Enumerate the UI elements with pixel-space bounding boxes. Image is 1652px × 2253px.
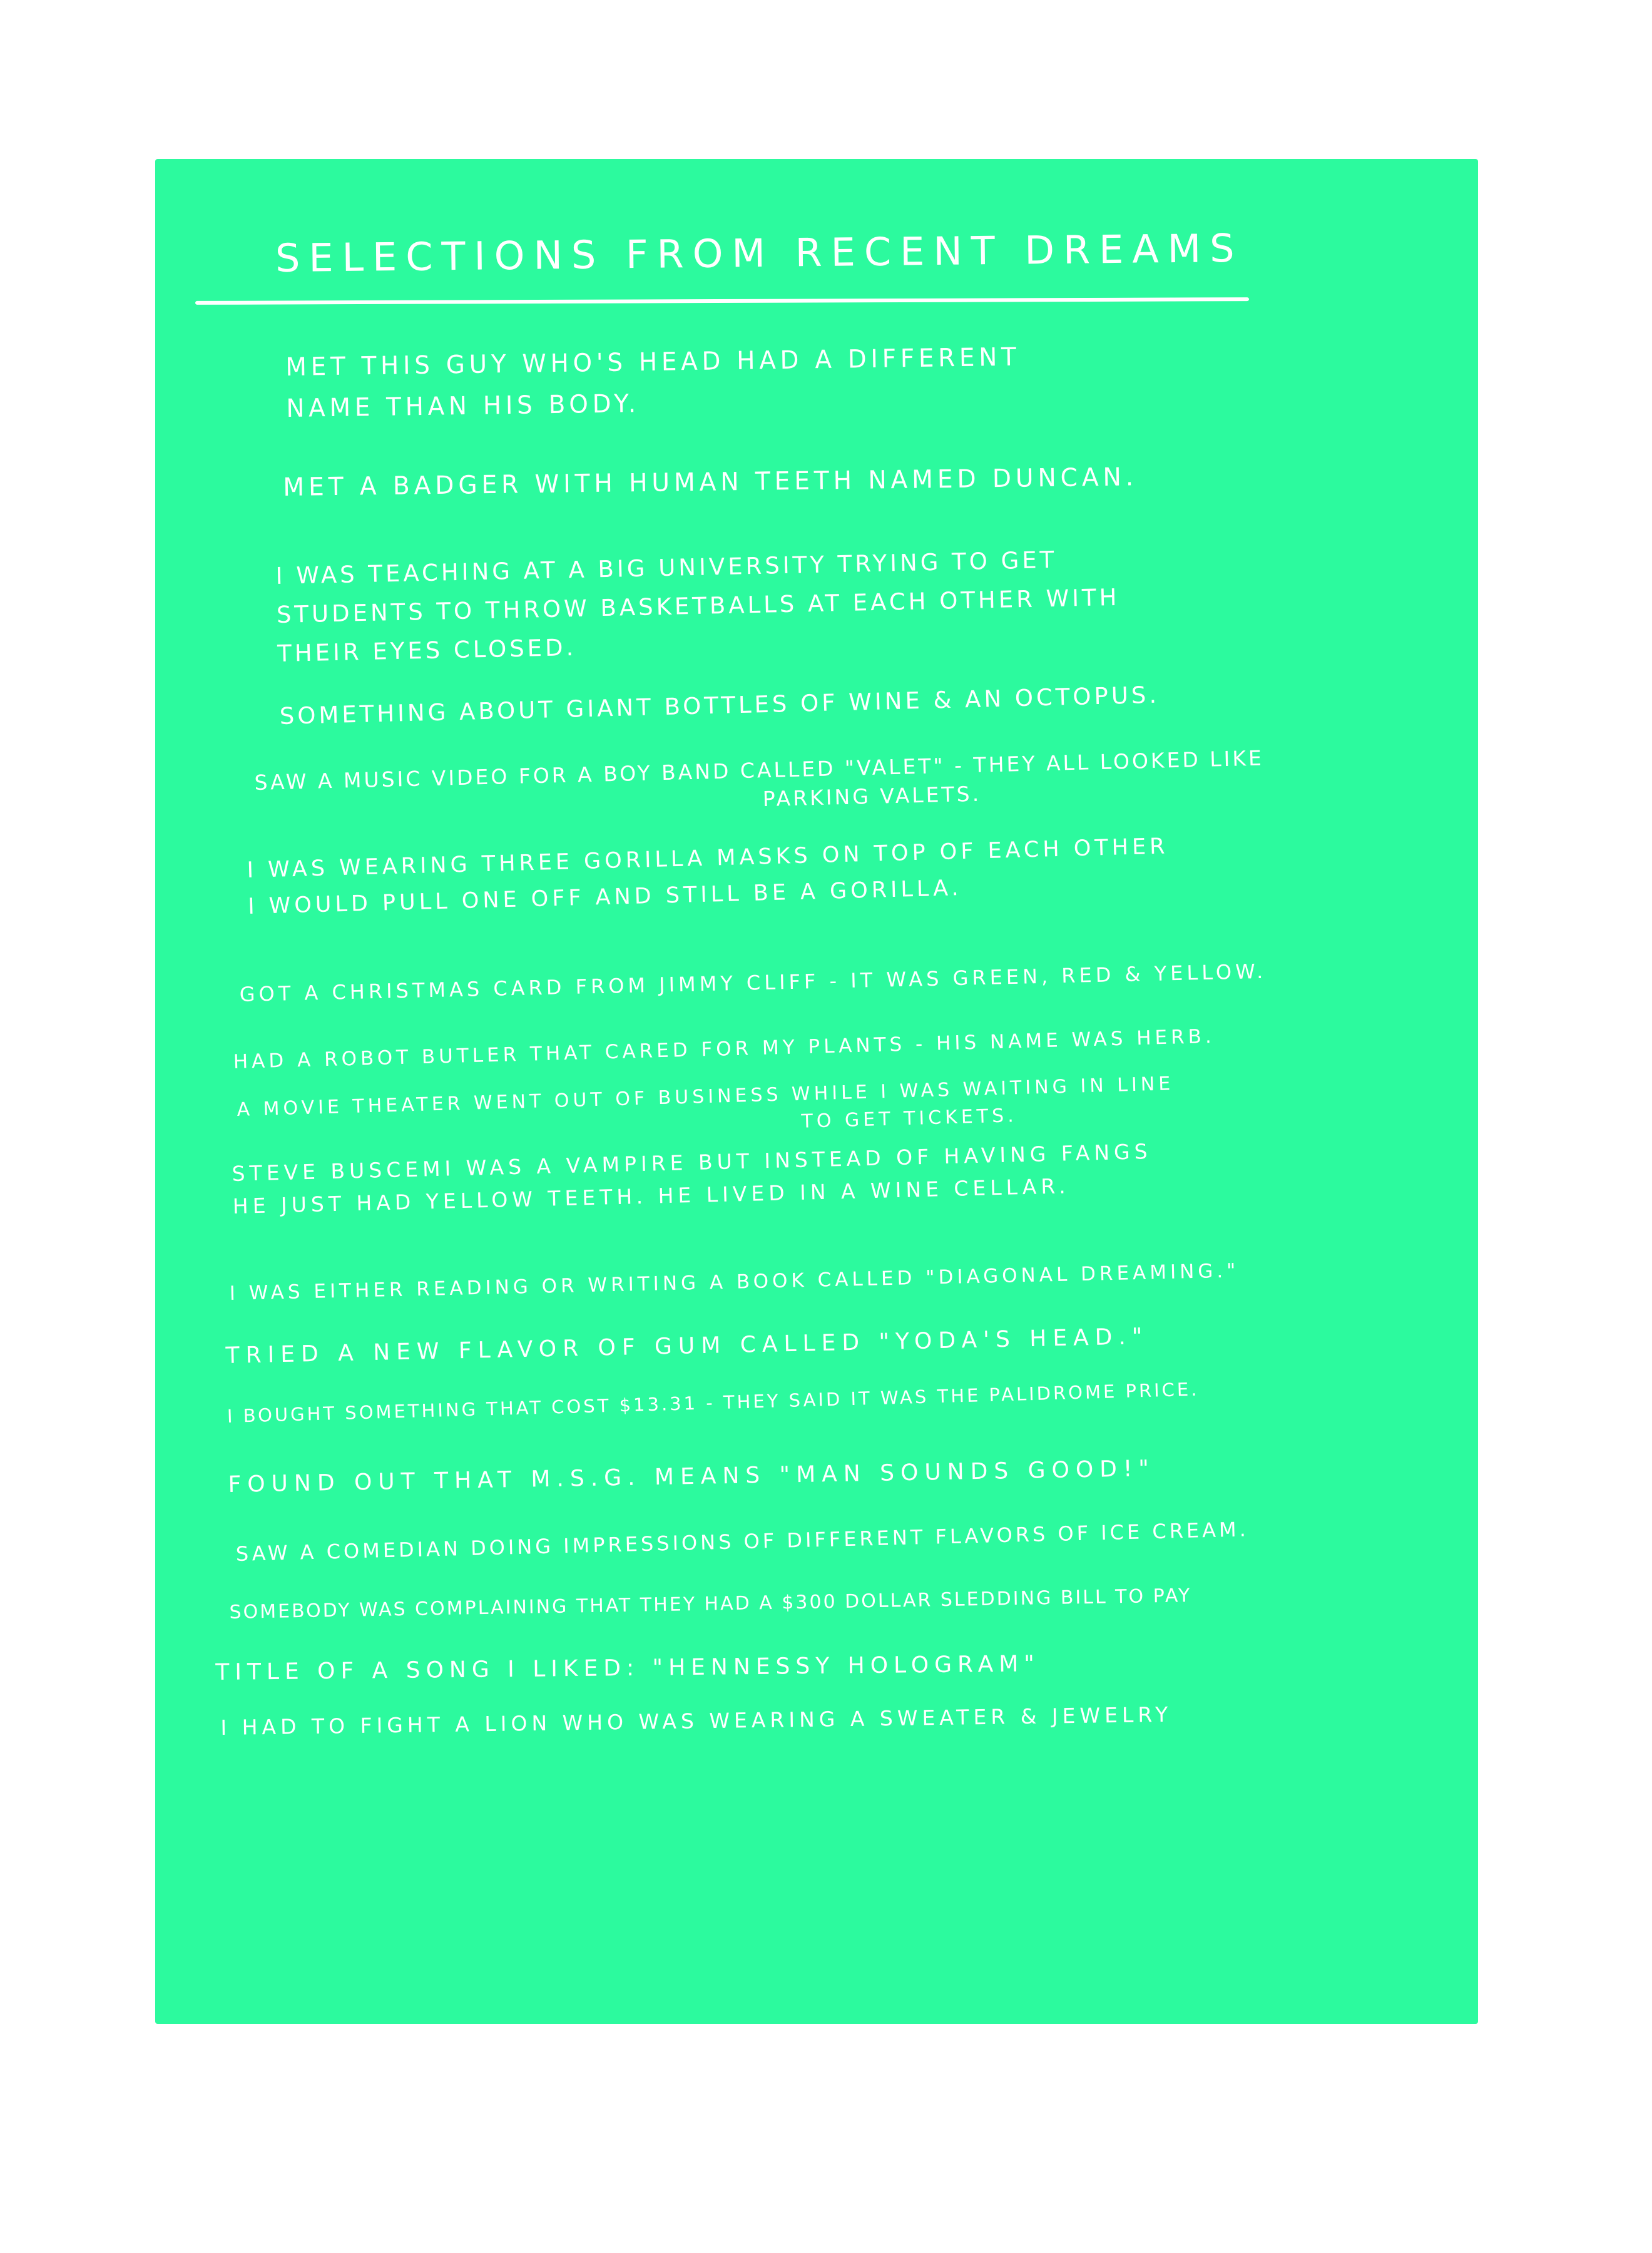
dream-entry-13: I BOUGHT SOMETHING THAT COST $13.31 - THEY SAID IT WAS THE PALIDROME PRICE. (227, 1378, 1200, 1427)
dream-entry-14: FOUND OUT THAT M.S.G. MEANS "MAN SOUNDS GOOD!" (228, 1456, 1156, 1498)
dream-entry-2: MET A BADGER WITH HUMAN TEETH NAMED DUNCAN. (283, 462, 1138, 502)
dream-entry-18: I HAD TO FIGHT A LION WHO WAS WEARING A SWEATER & JEWELRY (220, 1702, 1173, 1740)
dream-entry-1: MET THIS GUY WHO'S HEAD HAD A DIFFERENT NAME THAN HIS BODY. (285, 342, 1021, 423)
dream-entry-7: GOT A CHRISTMAS CARD FROM JIMMY CLIFF - IT WAS GREEN, RED & YELLOW. (239, 959, 1267, 1006)
dream-entry-17: TITLE OF A SONG I LIKED: "HENNESSY HOLOGRAM" (215, 1651, 1041, 1685)
dream-entry-5: SAW A MUSIC VIDEO FOR A BOY BAND CALLED "VALET" - THEY ALL LOOKED LIKE PARKING VALETS. (254, 745, 1265, 824)
dream-entry-15: SAW A COMEDIAN DOING IMPRESSIONS OF DIFFERENT FLAVORS OF ICE CREAM. (235, 1517, 1250, 1566)
dream-entry-12: TRIED A NEW FLAVOR OF GUM CALLED "YODA'S HEAD." (225, 1324, 1149, 1369)
dream-entry-10: STEVE BUSCEMI WAS A VAMPIRE BUT INSTEAD OF HAVING FANGS HE JUST HAD YELLOW TEETH. HE LIVED IN A WINE CELLAR. (232, 1139, 1152, 1218)
dream-entry-9: A MOVIE THEATER WENT OUT OF BUSINESS WHILE I WAS WAITING IN LINE TO GET TICKETS. (237, 1073, 1175, 1148)
dream-entry-3: I WAS TEACHING AT A BIG UNIVERSITY TRYING TO GET STUDENTS TO THROW BASKETBALLS AT EACH OTHER WITH THEIR EYES CLOSED. (275, 546, 1120, 667)
dream-entry-11: I WAS EITHER READING OR WRITING A BOOK CALLED "DIAGONAL DREAMING." (229, 1259, 1240, 1305)
dream-entry-16: SOMEBODY WAS COMPLAINING THAT THEY HAD A $300 DOLLAR SLEDDING BILL TO PAY (229, 1585, 1192, 1623)
dream-entry-8: HAD A ROBOT BUTLER THAT CARED FOR MY PLANTS - HIS NAME WAS HERB. (233, 1024, 1216, 1073)
dream-entry-4: SOMETHING ABOUT GIANT BOTTLES OF WINE & AN OCTOPUS. (279, 681, 1160, 730)
page-title: SELECTIONS FROM RECENT DREAMS (275, 225, 1243, 281)
dream-entry-6: I WAS WEARING THREE GORILLA MASKS ON TOP OF EACH OTHER I WOULD PULL ONE OFF AND STILL BE A GORILLA. (247, 834, 1169, 919)
